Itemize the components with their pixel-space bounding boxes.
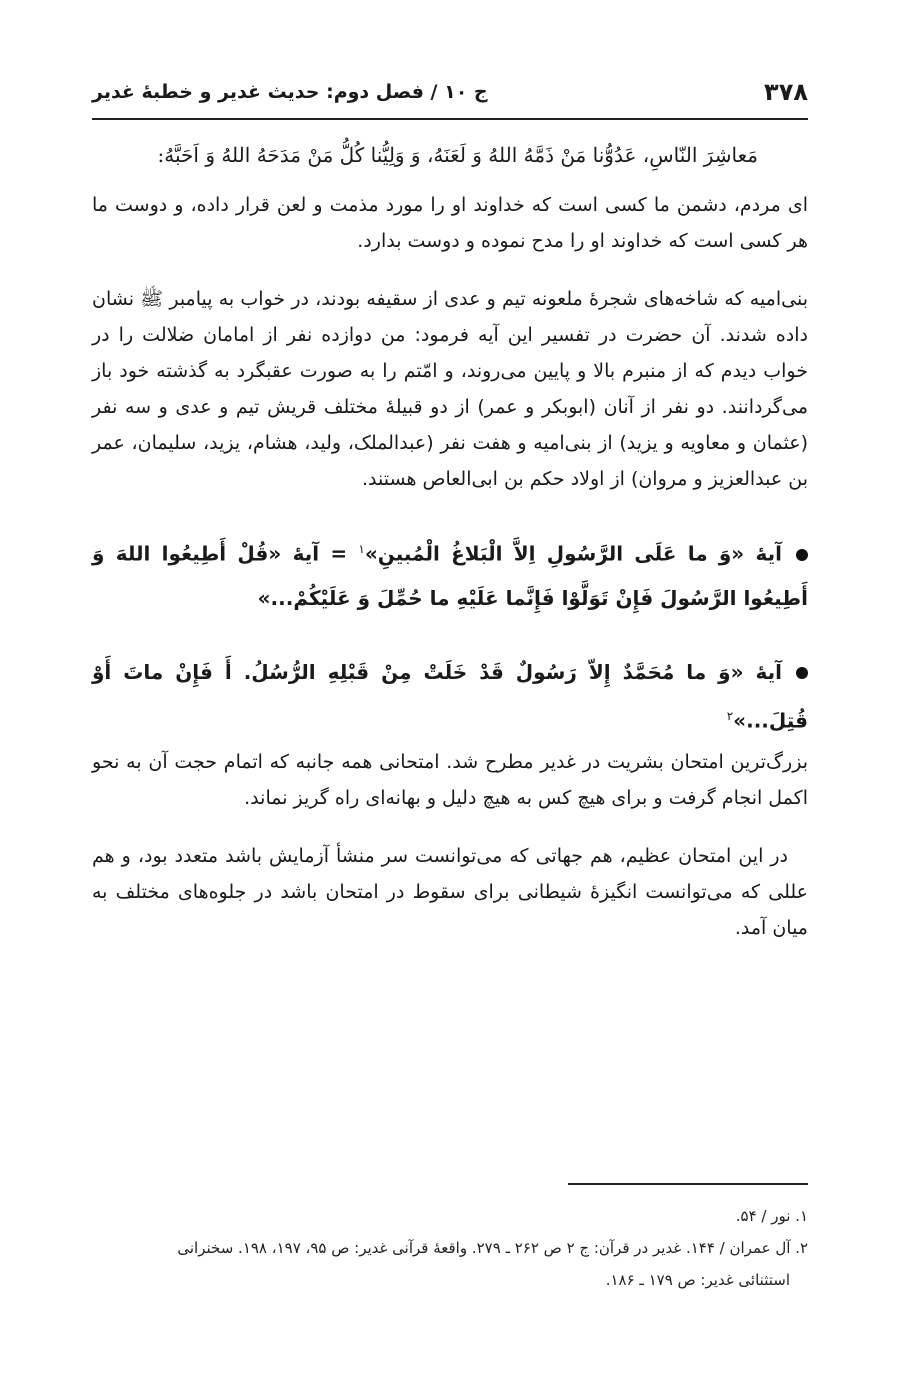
bullet-verse-2 xyxy=(92,650,808,743)
footnote-divider xyxy=(568,1183,808,1185)
translation-paragraph: ای مردم، دشمن ما کسی است که خداوند او را مورد مذمت و لعن قرار داده، و دوست ما هر کسی است که خداوند او را مدح نموده و دوست بدارد. xyxy=(92,194,808,252)
page-header xyxy=(92,72,808,120)
footnote-2 xyxy=(92,1232,808,1296)
bullet-dot-icon xyxy=(796,667,808,679)
bullet-verse-1 xyxy=(92,527,808,620)
bullet-verse-1-cont: = آیهٔ «قُلْ أَطِیعُوا اللهَ وَ أَطِیعُوا الرَّسُولَ فَإِنْ تَوَلَّوْا فَإِنَّما عَلَیْهِ ما حُمِّلَ وَ عَلَیْکُمْ...» xyxy=(92,541,808,610)
great-exam-paragraph: در این امتحان عظیم، هم جهاتی که می‌توانست سر منشأ آزمایش باشد متعدد بود، و هم عللی که می‌توانست انگیزهٔ شیطانی برای سقوط در امتحان باشد در جلوه‌های مختلف به میان آمد. xyxy=(92,845,808,940)
page-number: ۳۷۸ xyxy=(764,78,808,106)
footnote-2-cont: استثنائی غدیر: ص ۱۷۹ ـ ۱۸۶. xyxy=(605,1271,790,1289)
footnote-1 xyxy=(92,1200,808,1232)
bullet-dot-icon xyxy=(796,549,808,561)
running-title: ج ۱۰ / فصل دوم: حدیث غدیر و خطبهٔ غدیر xyxy=(92,81,488,103)
book-page xyxy=(92,0,808,1390)
footnote-ref-2[interactable]: ۲ xyxy=(726,708,734,723)
arabic-quote: مَعاشِرَ النّاسِ، عَدُوُّنا مَنْ ذَمَّهُ اللهُ وَ لَعَنَهُ، وَ وَلِیُّنا کُلُّ مَنْ مَدَحَهُ اللهُ وَ اَحَبَّهُ: xyxy=(157,143,758,167)
page-body xyxy=(92,135,808,968)
exam-paragraph: بزرگ‌ترین امتحان بشریت در غدیر مطرح شد. امتحانی همه جانبه که اتمام حجت آن به نحو اکمل انجام گرفت و برای هیچ کس به هیچ دلیل و بهانه‌ای راه گریز نماند. xyxy=(92,751,808,810)
bullet-verse-1-text: آیهٔ «وَ ما عَلَی الرَّسُولِ اِلاَّ الْبَلاغُ الْمُبینِ» xyxy=(364,541,782,566)
umayya-paragraph: بنی‌امیه که شاخه‌های شجرهٔ ملعونه تیم و عدی از سقیفه بودند، در خواب به پیامبر ﷺ نشان داده شدند. آن حضرت در تفسیر این آیه فرمود: من دوازده نفر از امامان ضلالت را در خواب دیدم که از منبرم بالا و پایین می‌روند، و امّتم را به صورت عقبگرد به گذشته خود باز می‌گردانند. دو نفر از آنان (ابوبکر و عمر) از دو قبیلهٔ مختلف قریش تیم و عدی و سه نفر (عثمان و معاویه و یزید) از بنی‌امیه و هفت نفر (عبدالملک، ولید، هشام، یزید، سلیمان، عمر بن عبدالعزیز و مروان) از اولاد حکم بن ابی‌العاص هستند. xyxy=(92,288,808,490)
footnote-2-text: ۲. آل عمران / ۱۴۴. غدیر در قرآن: ج ۲ ص ۲۶۲ ـ ۲۷۹. واقعهٔ قرآنی غدیر: ص ۹۵، ۱۹۷، ۱۹۸. سخنرانی xyxy=(177,1239,808,1257)
footnote-1-text: ۱. نور / ۵۴. xyxy=(735,1207,808,1225)
footnote-ref-1[interactable]: ۱ xyxy=(358,542,365,556)
footnotes xyxy=(92,1200,808,1296)
bullet-verse-2-text: آیهٔ «وَ ما مُحَمَّدٌ إِلاّ رَسُولٌ قَدْ خَلَتْ مِنْ قَبْلِهِ الرُّسُلُ. أَ فَإِنْ ماتَ أَوْ قُتِلَ...» xyxy=(92,659,808,733)
